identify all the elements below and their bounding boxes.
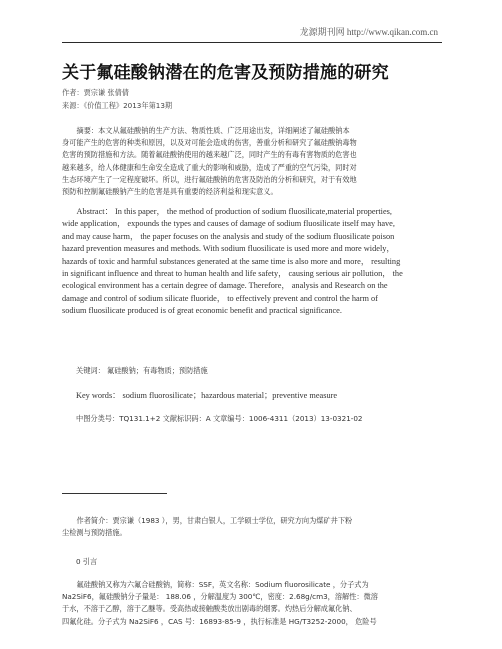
- footnote-rule: [62, 493, 167, 494]
- intro-body-line: 于水，不溶于乙醇，溶于乙醚等。受高热或接触酸类放出剧毒的烟雾。灼热后分解成氟化钠、: [62, 604, 357, 614]
- abstract-cn-line: 危害的预防措施和方法。随着氟硅酸钠使用的越来越广泛，同时产生的有毒有害物质的危害也: [62, 150, 357, 160]
- article-source: 来源：《价值工程》2013年第13期: [62, 101, 173, 110]
- abstract-cn-line: 越来越多，给人体健康和生命安全造成了重大的影响和威胁，造成了严重的空气污染，同时对: [62, 162, 357, 172]
- author-note: [62, 515, 442, 539]
- keywords-cn: 关键词： 氟硅酸钠；有毒物质；预防措施: [76, 366, 208, 375]
- abstract-cn-line: 生态环境产生了一定程度破坏。所以，进行氟硅酸钠的危害及防治的分析和研究，对于有效地: [62, 174, 357, 184]
- header-rule: [62, 42, 442, 43]
- keywords-en: Key words： sodium fluorosilicate；hazardous material；preventive measure: [76, 391, 338, 400]
- abstract-en-line: Abstract： In this paper， the method of production of sodium fluosilicate,material properties,: [76, 207, 392, 216]
- abstract-en-line: ecological environment has a certain degree of damage. Therefore， analysis and Research on the: [62, 281, 388, 291]
- abstract-en-line: wide application， expounds the types and causes of damage of sodium fluosilicate itself may have,: [62, 219, 395, 229]
- classification: 中图分类号：TQ131.1+2 文献标识码：A 文章编号：1006-4311（2013）13-0321-02: [76, 414, 363, 423]
- header-source-site: 龙源期刊网 http://www.qikan.com.cn: [299, 27, 438, 37]
- article-authors: 作者：贾宗谦 张倩倩: [62, 88, 129, 97]
- abstract-en-line: damage and control of sodium silicate fluoride， to effectively prevent and control the harm of: [62, 293, 378, 303]
- author-note-line: 尘检测与预防措施。: [62, 528, 127, 538]
- intro-body-line: Na2SiF6，氟硅酸钠分子量是： 188.06 ，分解温度为 300℃，密度：2.68g/cm3，溶解性：微溶: [62, 592, 378, 602]
- abstract-en-line: and may cause harm， the paper focuses on the analysis and study of the sodium fluosilicate poison: [62, 231, 395, 241]
- abstract-cn-line: 预防和控制氟硅酸钠产生的危害是具有重要的经济利益和现实意义。: [62, 187, 278, 197]
- intro-heading: 0 引言: [76, 557, 98, 566]
- intro-body-line: 氟硅酸钠又称为六氟合硅酸钠，简称：SSF，英文名称：Sodium fluorosilicate ，分子式为: [76, 580, 369, 589]
- intro-body: [62, 579, 442, 628]
- abstract-en-line: in significant influence and threat to human health and life safety， causing serious air pollution， the: [62, 269, 403, 279]
- abstract-en: [62, 206, 442, 318]
- abstract-cn-line: 身可能产生的危害的种类和原因，以及对可能会造成的伤害，善重分析和研究了氟硅酸钠毒物: [62, 138, 357, 148]
- abstract-en-line: hazards of toxic and harmful substances generated at the same time is also more and more， resulting: [62, 256, 401, 266]
- author-note-line: 作者简介：贾宗谦（1983 ），男，甘肃白银人，工学硕士学位，研究方向为煤矿井下粉: [76, 516, 353, 525]
- article-title: 关于氟硅酸钠潜在的危害及预防措施的研究: [62, 63, 389, 83]
- abstract-cn-line: 摘要：本文从氟硅酸钠的生产方法、物质性质、广泛用途出发，详细阐述了氟硅酸钠本: [76, 126, 350, 135]
- intro-body-line: 四氟化硅。分子式为 Na2SiF6 ，CAS 号：16893-85-9 ，执行标准是 HG/T3252-2000， 危险号: [62, 616, 377, 626]
- abstract-cn: [62, 125, 442, 198]
- abstract-en-line: hazard prevention measures and methods. With sodium fluosilicate is used more and more widely，: [62, 244, 395, 254]
- abstract-en-line: sodium fluosilicate produced is of great economic benefit and practical significance.: [62, 306, 342, 316]
